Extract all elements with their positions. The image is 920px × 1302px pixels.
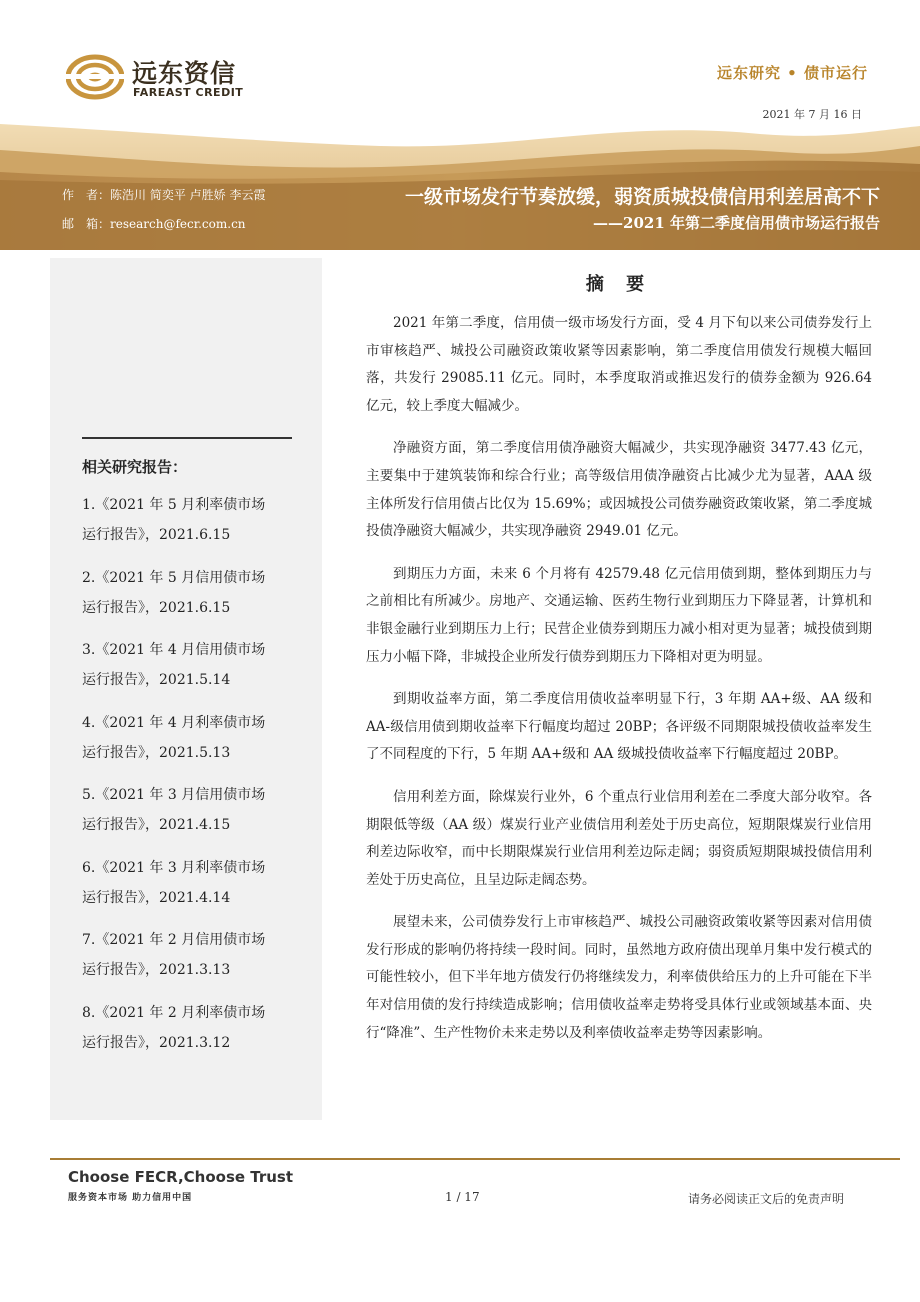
related-report-item[interactable] [82,563,312,636]
related-report-title: 1.《2021 年 5 月利率债市场 [82,497,266,513]
authors-line: 作 者：陈浩川 简奕平 卢胜娇 李云霞 [62,188,266,202]
abstract-paragraph: 2021 年第二季度，信用债一级市场发行方面，受 4 月下旬以来公司债券发行上市审核趋严、城投公司融资政策收紧等因素影响，第二季度信用债发行规模大幅回落，共发行 29085.11 亿元。同时，本季度取消或推迟发行的债券金额为 926.64 亿元，较上季度大幅减少。 [366,315,872,414]
related-report-date: 运行报告》，2021.4.14 [82,889,231,906]
report-title: 一级市场发行节奏放缓，弱资质城投债信用利差居高不下 [404,186,880,208]
report-date: 2021 年 7 月 16 日 [762,108,862,121]
report-series: 远东研究 • 债市运行 [716,64,868,82]
abstract-paragraph: 信用利差方面，除煤炭行业外，6 个重点行业信用利差在二季度大部分收窄。各期限低等级（AA 级）煤炭行业产业债信用利差处于历史高位，短期限煤炭行业信用利差边际收窄，而中长期限煤炭行业信用利差边际走阔；弱资质短期限城投债信用利差处于历史高位，且呈边际走阔态势。 [366,788,872,888]
abstract-paragraph: 展望未来，公司债券发行上市审核趋严、城投公司融资政策收紧等因素对信用债发行形成的影响仍将持续一段时间。同时，虽然地方政府债出现单月集中发行模式的可能性较小，但下半年地方债发行仍将继续发力，利率债供给压力的上升可能在下半年对信用债的发行持续造成影响；信用债收益率走势将受具体行业或领域基本面、央行“降准”、生产性物价未来走势以及利率债收益率走势等因素影响。 [366,914,872,1041]
related-report-item[interactable] [82,853,312,926]
related-report-item[interactable] [82,635,312,708]
related-report-item[interactable] [82,998,312,1071]
related-report-title: 5.《2021 年 3 月信用债市场 [82,787,266,803]
abstract-section [366,270,872,1062]
related-report-date: 运行报告》，2021.3.12 [82,1034,231,1051]
related-report-item[interactable] [82,925,312,998]
related-report-title: 6.《2021 年 3 月利率债市场 [82,859,266,876]
company-logo [66,52,266,104]
logo-name-en: FAREAST CREDIT [133,86,244,99]
related-reports-list [82,490,312,1070]
related-report-item[interactable] [82,490,312,563]
related-report-date: 运行报告》，2021.4.15 [82,817,231,833]
related-report-date: 运行报告》，2021.6.15 [82,527,231,543]
related-reports-heading: 相关研究报告： [82,458,188,476]
related-report-title: 2.《2021 年 5 月信用债市场 [82,569,266,586]
related-report-date: 运行报告》，2021.6.15 [82,599,231,616]
logo-name-cn: 远东资信 [132,59,237,88]
abstract-title: 摘 要 [585,274,653,295]
related-report-date: 运行报告》，2021.3.13 [82,962,231,978]
related-report-date: 运行报告》，2021.5.13 [82,744,231,761]
related-report-title: 3.《2021 年 4 月信用债市场 [82,642,266,658]
abstract-paragraph: 净融资方面，第二季度信用债净融资大幅减少，共实现净融资 3477.43 亿元，主要集中于建筑装饰和综合行业；高等级信用债净融资占比减少尤为显著，AAA 级主体所发行信用债占比仅为 15.69%；或因城投公司债券融资政策收紧，第二季度城投债净融资大幅减少，共实现净融资 2949.01 亿元。 [366,440,872,540]
disclaimer-note: 请务必阅读正文后的免责声明 [687,1192,844,1206]
company-logo-icon [66,54,124,100]
sidebar-divider [82,437,292,439]
footer-slogan-sub: 服务资本市场 助力信用中国 [68,1193,193,1203]
page-number: 1 / 17 [445,1190,480,1204]
related-report-title: 4.《2021 年 4 月利率债市场 [82,714,266,731]
related-report-item[interactable] [82,780,312,853]
report-subtitle: ——2021 年第二季度信用债市场运行报告 [593,214,880,232]
footer-slogan: Choose FECR,Choose Trust [68,1168,294,1186]
related-report-title: 8.《2021 年 2 月利率债市场 [82,1004,266,1021]
abstract-paragraph: 到期压力方面，未来 6 个月将有 42579.48 亿元信用债到期，整体到期压力与之前相比有所减少。房地产、交通运输、医药生物行业到期压力下降显著，计算机和非银金融行业到期压力上行；民营企业债券到期压力减小相对更为显著；城投债到期压力小幅下降，非城投企业所发行债券到期压力下降相对更为明显。 [366,565,872,665]
footer-divider [50,1158,900,1160]
related-report-title: 7.《2021 年 2 月信用债市场 [82,932,266,948]
related-report-item[interactable] [82,708,312,781]
related-report-date: 运行报告》，2021.5.14 [82,672,231,688]
email-line: 邮 箱：research@fecr.com.cn [62,217,246,231]
abstract-paragraph: 到期收益率方面，第二季度信用债收益率明显下行，3 年期 AA+级、AA 级和 AA-级信用债到期收益率下行幅度均超过 20BP；各评级不同期限城投债收益率发生了不同程度的下行，5 年期 AA+级和 AA 级城投债收益率下行幅度超过 20BP。 [366,691,872,763]
